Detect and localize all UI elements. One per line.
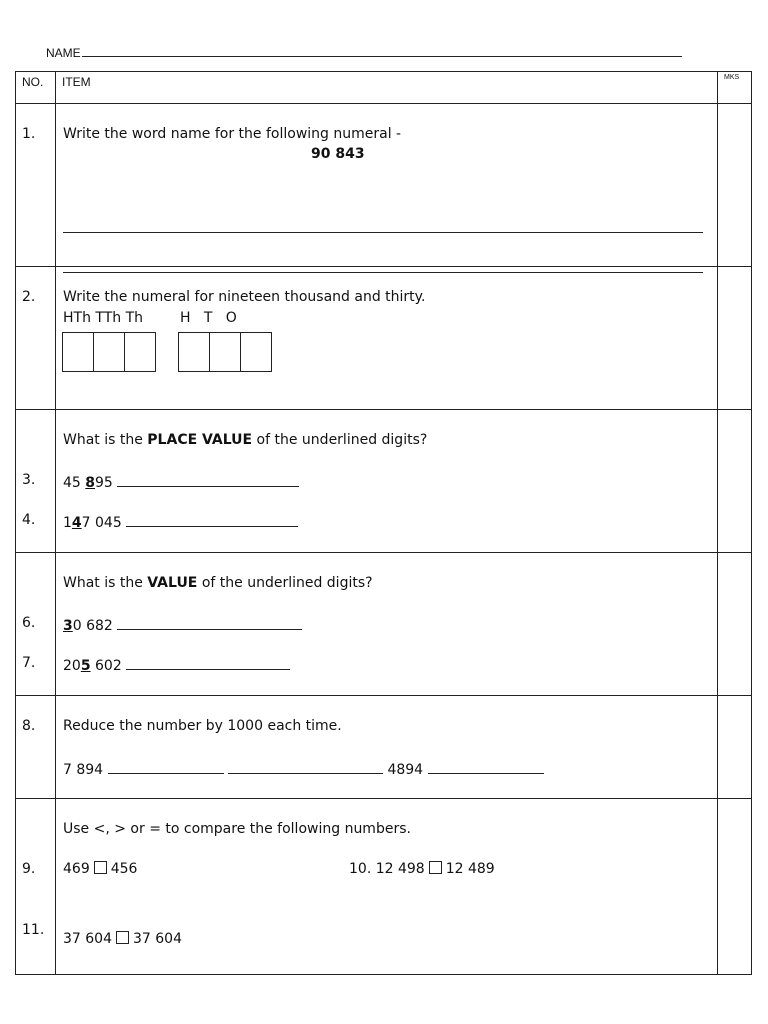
question-10-number: 10.: [349, 861, 372, 877]
question-8-text: Reduce the number by 1000 each time.: [63, 718, 342, 734]
worksheet-table: [15, 71, 752, 975]
question-6-answer[interactable]: [117, 615, 302, 630]
question-1-row: [16, 104, 752, 267]
answer-box-tth[interactable]: [93, 332, 125, 372]
header-no: NO.: [22, 75, 44, 89]
question-2-text: Write the numeral for nineteen thousand and thirty.: [63, 289, 426, 305]
question-7-text: 205 602: [63, 655, 290, 674]
marks-cell-6[interactable]: [718, 799, 752, 975]
name-answer-line[interactable]: [82, 44, 682, 57]
question-1-numeral: 90 843: [311, 146, 365, 162]
header-marks-cell: [718, 72, 752, 104]
question-11-number: 11.: [22, 922, 45, 938]
header-row: [16, 72, 752, 104]
header-marks: MKS: [724, 74, 740, 81]
compare-prompt: Use <, > or = to compare the following numbers.: [63, 821, 411, 837]
name-label: NAME: [46, 46, 81, 60]
answer-box-hth[interactable]: [62, 332, 94, 372]
question-9-compare-box[interactable]: [94, 861, 107, 874]
answer-box-o[interactable]: [240, 332, 272, 372]
question-8-row: [16, 696, 752, 799]
units-boxes: [179, 332, 272, 372]
name-field[interactable]: [46, 44, 682, 60]
place-value-prompt: What is the PLACE VALUE of the underlined digits?: [63, 432, 428, 448]
question-11-compare-box[interactable]: [116, 931, 129, 944]
question-8-number: 8.: [22, 718, 36, 734]
question-6-number: 6.: [22, 615, 36, 631]
question-3-answer[interactable]: [117, 472, 299, 487]
question-11-text: 37 604 37 604: [63, 931, 182, 947]
question-8-sequence: 7 894 4894: [63, 759, 544, 778]
question-3-number: 3.: [22, 472, 36, 488]
compare-row: [16, 799, 752, 975]
header-item-cell: [56, 72, 718, 104]
place-value-row: [16, 410, 752, 553]
sequence-answer-1[interactable]: [108, 759, 224, 774]
question-10-text: 10. 12 498 12 489: [349, 861, 495, 877]
answer-line-1[interactable]: [63, 232, 703, 233]
answer-box-th[interactable]: [124, 332, 156, 372]
marks-cell-3[interactable]: [718, 410, 752, 553]
header-no-cell: [16, 72, 56, 104]
question-4-number: 4.: [22, 512, 36, 528]
question-1-text: Write the word name for the following numeral -: [63, 126, 402, 142]
value-row: [16, 553, 752, 696]
question-10-compare-box[interactable]: [429, 861, 442, 874]
marks-cell-4[interactable]: [718, 553, 752, 696]
question-7-number: 7.: [22, 655, 36, 671]
sequence-answer-3[interactable]: [428, 759, 544, 774]
marks-cell-5[interactable]: [718, 696, 752, 799]
question-9-number: 9.: [22, 861, 36, 877]
place-headers-units: H T O: [180, 310, 237, 326]
value-prompt: What is the VALUE of the underlined digits?: [63, 575, 373, 591]
question-6-text: 30 682: [63, 615, 302, 634]
question-9-text: 469 456: [63, 861, 138, 877]
question-3-text: 45 895: [63, 472, 299, 491]
marks-cell-2[interactable]: [718, 267, 752, 410]
question-1-number: 1.: [22, 126, 36, 142]
question-2-row: [16, 267, 752, 410]
marks-cell-1[interactable]: [718, 104, 752, 267]
question-4-text: 147 045: [63, 512, 298, 531]
place-headers-thousands: HTh TTh Th: [63, 310, 144, 326]
question-7-answer[interactable]: [126, 655, 290, 670]
thousands-boxes: [63, 332, 156, 372]
question-2-number: 2.: [22, 289, 36, 305]
answer-box-t[interactable]: [209, 332, 241, 372]
sequence-answer-2[interactable]: [228, 759, 383, 774]
header-item: ITEM: [62, 75, 91, 89]
question-4-answer[interactable]: [126, 512, 298, 527]
answer-box-h[interactable]: [178, 332, 210, 372]
